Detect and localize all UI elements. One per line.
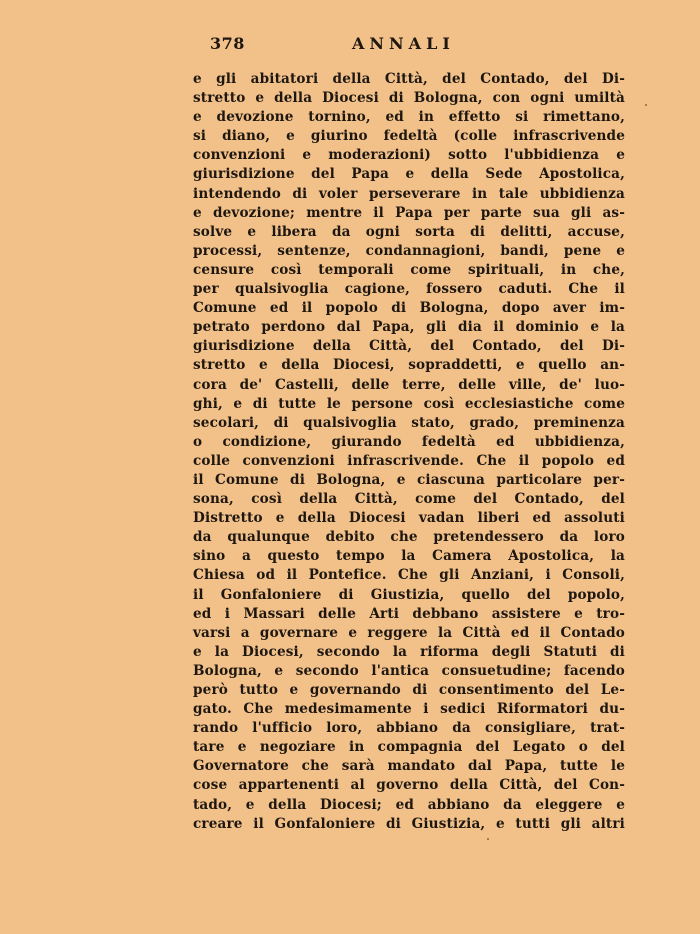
text-line: tare e negoziare in compagnia del Legato o del [193,739,625,756]
text-line: cora de' Castelli, delle terre, delle ville, de' luo- [193,376,625,393]
text-line: tado, e della Diocesi; ed abbiano da eleggere e [193,796,625,813]
text-line: Bologna, e secondo l'antica consuetudine; facendo [193,662,625,679]
text-line: si diano, e giurino fedeltà (colle infrascrivende [193,128,625,145]
text-line: sino a questo tempo la Camera Apostolica, la [193,548,625,565]
paper-speck [487,838,489,840]
text-line: giurisdizione del Papa e della Sede Apostolica, [193,166,625,183]
text-line: rando l'ufficio loro, abbiano da consigliare, trat- [193,720,625,737]
text-line: da qualunque debito che pretendessero da loro [193,529,625,546]
text-line: varsi a governare e reggere la Città ed il Contado [193,624,625,641]
body-text [193,70,625,834]
text-line: e gli abitatori della Città, del Contado, del Di- [193,71,625,87]
text-line: secolari, di qualsivoglia stato, grado, preminenza [193,414,625,431]
text-line: convenzioni e moderazioni) sotto l'ubbidienza e [193,147,625,164]
text-line: giurisdizione della Città, del Contado, del Di- [193,338,625,355]
text-line: o condizione, giurando fedeltà ed ubbidienza, [193,433,625,450]
text-line: ed i Massari delle Arti debbano assistere e tro- [193,605,625,622]
text-line: stretto e della Diocesi, sopraddetti, e quello an- [193,357,625,374]
text-line: censure così temporali come spirituali, in che, [193,261,625,278]
text-line: per qualsivoglia cagione, fossero caduti. Che il [193,281,625,298]
text-line: processi, sentenze, condannagioni, bandi, pene e [193,242,625,259]
text-line: Chiesa od il Pontefice. Che gli Anziani, i Consoli, [193,567,625,584]
page-number: 378 [210,34,245,53]
text-line: intendendo di voler perseverare in tale ubbidienza [193,185,625,202]
text-line: sona, così della Città, come del Contado, del [193,491,625,508]
paper-speck [645,104,647,106]
text-line: stretto e della Diocesi di Bologna, con ogni umiltà [193,90,625,107]
text-line: gato. Che medesimamente i sedici Riformatori du- [193,701,625,718]
text-line: petrato perdono dal Papa, gli dia il dominio e la [193,319,625,336]
text-line: ghi, e di tutte le persone così ecclesiastiche come [193,395,625,412]
text-line: e devozione; mentre il Papa per parte sua gli as- [193,204,625,221]
text-line: però tutto e governando di consentimento del Le- [193,682,625,698]
page-header [210,34,458,56]
text-line: il Gonfaloniere di Giustizia, quello del popolo, [193,586,625,603]
text-line: e devozione tornino, ed in effetto si rimettano, [193,109,625,126]
text-line: Governatore che sarà mandato dal Papa, tutte le [193,758,625,775]
text-line: creare il Gonfaloniere di Giustizia, e tutti gli altri [193,815,625,832]
text-line: e la Diocesi, secondo la riforma degli Statuti di [193,643,625,660]
text-line: Comune ed il popolo di Bologna, dopo aver im- [193,300,625,317]
text-line: Distretto e della Diocesi vadan liberi ed assoluti [193,510,625,527]
text-line: solve e libera da ogni sorta di delitti, accuse, [193,223,625,240]
text-line: colle convenzioni infrascrivende. Che il popolo ed [193,452,625,469]
running-title: ANNALI [352,34,455,53]
text-line: cose appartenenti al governo della Città, del Con- [193,777,625,794]
text-line: il Comune di Bologna, e ciascuna particolare per- [193,471,625,488]
